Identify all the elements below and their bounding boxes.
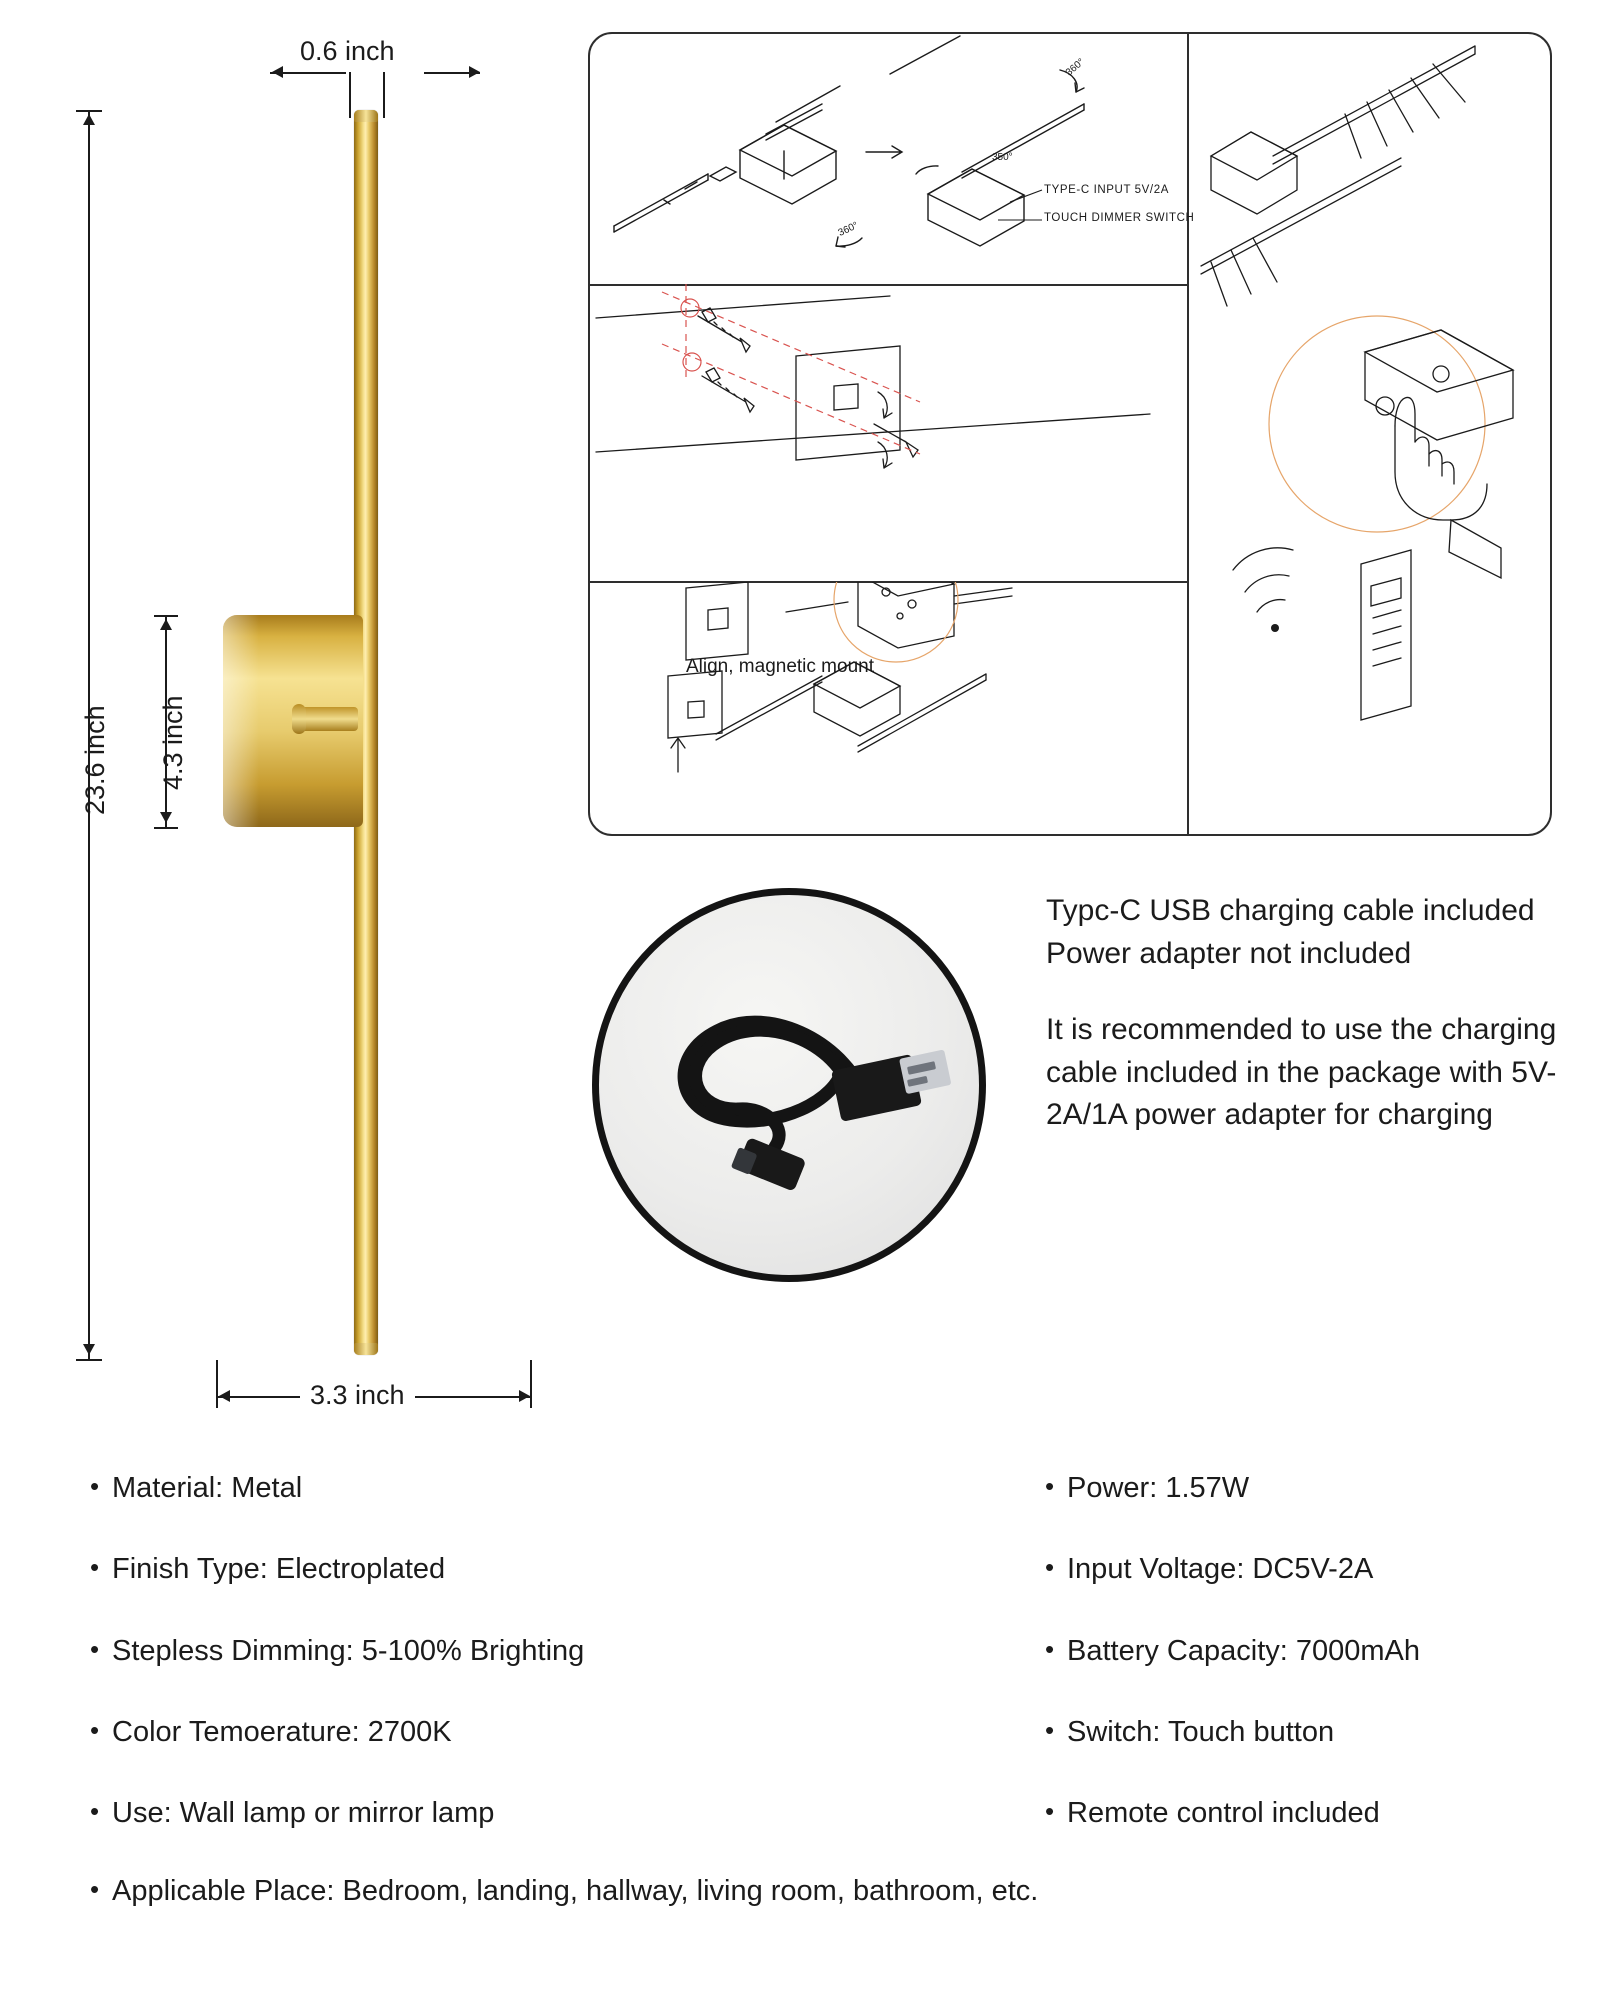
dim-arrow-total-down [83, 1344, 95, 1355]
bullet-icon: • [1045, 1715, 1055, 1746]
lamp-rod-cap-bottom [354, 1343, 378, 1355]
lamp-backplate-highlight [223, 615, 259, 827]
lamp-pivot-knob [300, 707, 358, 731]
bullet-icon: • [90, 1471, 100, 1501]
cable-notes [1046, 890, 1566, 1137]
spec-item [1045, 1716, 1600, 1749]
spec-item [90, 1635, 790, 1668]
dim-ext-depth-right [530, 1360, 532, 1408]
product-dimension-panel [0, 0, 560, 1450]
bullet-icon: • [1045, 1796, 1055, 1827]
spec-item [90, 1875, 1540, 1908]
spec-list-full [90, 1875, 1540, 1956]
bullet-icon: • [90, 1715, 100, 1746]
lamp-pivot-knob-tip [292, 704, 306, 734]
dim-arrow-depth-left [219, 1390, 230, 1402]
spec-item [90, 1472, 790, 1505]
label-touch-dimmer-switch: TOUCH DIMMER SWITCH [1044, 212, 1195, 224]
label-angle-360-top: 360° [1063, 56, 1087, 79]
spec-item [1045, 1472, 1600, 1505]
dim-arrow-top-right [469, 66, 480, 78]
cable-note-2: It is recommended to use the charging cable included in the package with 5V-2A/1A power adapter for charging [1046, 1013, 1557, 1132]
spec-text: Stepless Dimming: 5-100% Brighting [112, 1634, 585, 1667]
dim-tick-backplate-bottom [154, 827, 178, 829]
bullet-icon: • [90, 1874, 100, 1904]
spec-text: Applicable Place: Bedroom, landing, hallway, living room, bathroom, etc. [112, 1875, 1039, 1907]
bullet-icon: • [90, 1796, 100, 1827]
dim-arrow-depth-right [519, 1390, 530, 1402]
spec-list-right [1045, 1472, 1600, 1879]
bullet-icon: • [1045, 1471, 1055, 1501]
dim-tick-backplate-top [154, 615, 178, 617]
spec-item [1045, 1635, 1600, 1668]
dimension-label-depth: 3.3 inch [300, 1380, 415, 1411]
bullet-icon: • [90, 1633, 100, 1664]
spec-text: Remote control included [1067, 1797, 1380, 1830]
usb-cable-photo [592, 888, 986, 1282]
spec-list-left [90, 1472, 790, 1879]
bullet-icon: • [1045, 1633, 1055, 1664]
magnetic-mount-diagram [590, 582, 1187, 833]
label-angle-360-bottom: 360° [836, 220, 861, 239]
usb-cable-illustration [599, 895, 965, 1261]
lamp-rod-cap-top [354, 110, 378, 122]
spec-text: Material: Metal [112, 1472, 303, 1504]
spec-text: Power: 1.57W [1067, 1472, 1250, 1504]
dim-arrow-top-left [272, 66, 283, 78]
caption-align-magnetic-mount: Align, magnetic mount [686, 656, 874, 677]
dimension-label-backplate: 4.3 inch [158, 695, 188, 790]
dim-arrow-total-up [83, 114, 95, 125]
assembly-diagram [590, 34, 1187, 284]
spec-text: Switch: Touch button [1067, 1716, 1335, 1749]
bullet-icon: • [90, 1552, 100, 1583]
cable-note-1: Typc-C USB charging cable included Power adapter not included [1046, 894, 1535, 970]
dim-arrow-backplate-down [160, 812, 172, 823]
spec-text: Color Temoerature: 2700K [112, 1716, 452, 1749]
spec-item [1045, 1553, 1600, 1586]
dim-ext-top-right [383, 72, 385, 118]
spec-item [90, 1553, 790, 1586]
wall-drilling-diagram [590, 284, 1187, 581]
label-angle-350: 350° [992, 152, 1013, 163]
dim-arrow-backplate-up [160, 619, 172, 630]
touch-and-remote-diagram [1189, 34, 1550, 834]
spec-item [1045, 1797, 1600, 1830]
dimension-label-total-height: 23.6 inch [80, 705, 110, 815]
spec-text: Input Voltage: DC5V-2A [1067, 1553, 1374, 1586]
dim-ext-top-left [349, 72, 351, 118]
spec-text: Battery Capacity: 7000mAh [1067, 1634, 1421, 1667]
bullet-icon: • [1045, 1552, 1055, 1583]
spec-text: Use: Wall lamp or mirror lamp [112, 1797, 495, 1830]
dim-tick-total-top [76, 110, 102, 112]
dim-ext-depth-left [216, 1360, 218, 1408]
spec-item [90, 1716, 790, 1749]
spec-text: Finish Type: Electroplated [112, 1553, 446, 1586]
dim-tick-total-bottom [76, 1359, 102, 1361]
spec-item [90, 1797, 790, 1830]
dimension-label-width-top: 0.6 inch [300, 36, 395, 66]
installation-instruction-card [588, 32, 1552, 836]
label-type-c-input: TYPE-C INPUT 5V/2A [1044, 184, 1169, 196]
